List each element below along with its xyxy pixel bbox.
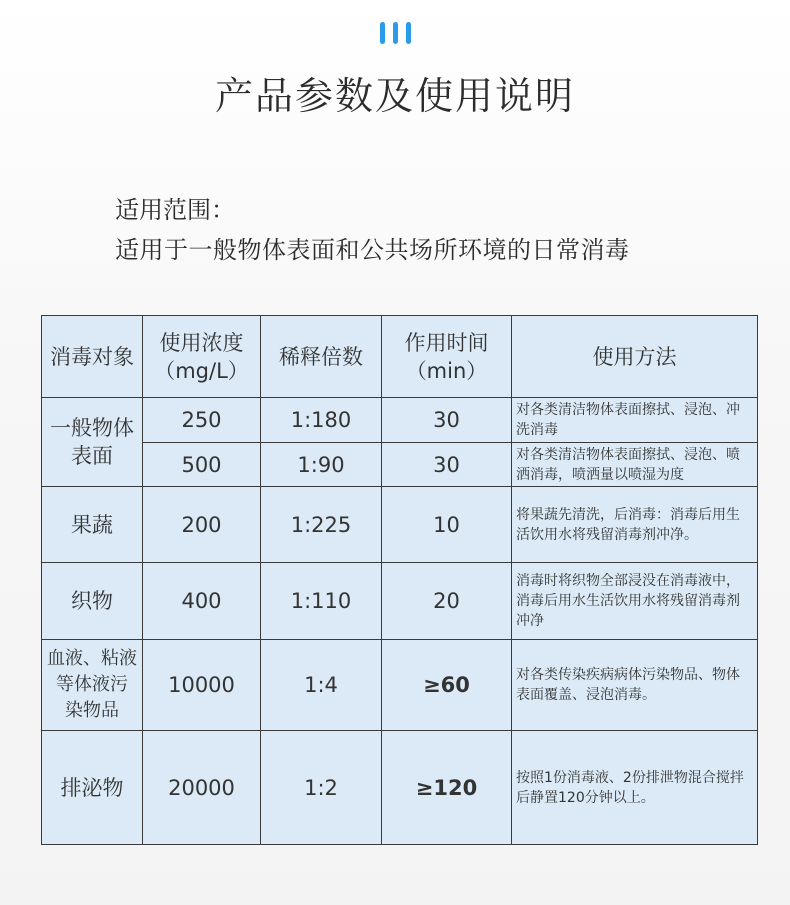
method-cell: 按照1份消毒液、2份排泄物混合搅拌后静置120分钟以上。 <box>512 731 758 845</box>
concentration-cell: 500 <box>143 443 261 487</box>
method-cell: 将果蔬先清洗，后消毒：消毒后用生活饮用水将残留消毒剂冲净。 <box>512 487 758 563</box>
concentration-cell: 20000 <box>143 731 261 845</box>
decorative-bar <box>380 22 385 44</box>
decorative-bars <box>0 22 790 44</box>
time-cell: 20 <box>382 563 512 640</box>
scope-text: 适用于一般物体表面和公共场所环境的日常消毒 <box>115 236 630 264</box>
dilution-cell: 1:110 <box>261 563 382 640</box>
header-dilution: 稀释倍数 <box>261 316 382 398</box>
header-object: 消毒对象 <box>42 316 143 398</box>
object-line: 一般物体 <box>50 416 134 440</box>
concentration-cell: 10000 <box>143 640 261 731</box>
object-cell: 织物 <box>42 563 143 640</box>
decorative-bar <box>406 22 411 44</box>
object-cell <box>42 640 143 731</box>
object-line: 染物品 <box>65 700 119 721</box>
scope-label: 适用范围： <box>115 196 235 224</box>
concentration-cell: 250 <box>143 398 261 443</box>
object-cell-general <box>42 398 143 487</box>
concentration-cell: 400 <box>143 563 261 640</box>
dilution-cell: 1:180 <box>261 398 382 443</box>
table-row <box>42 443 758 487</box>
header-time-line2: （min） <box>405 358 488 383</box>
header-time-line1: 作用时间 <box>404 330 489 355</box>
time-cell: 10 <box>382 487 512 563</box>
table-row <box>42 563 758 640</box>
dilution-cell: 1:2 <box>261 731 382 845</box>
dilution-cell: 1:90 <box>261 443 382 487</box>
method-cell: 对各类传染疾病病体污染物品、物体表面覆盖、浸泡消毒。 <box>512 640 758 731</box>
method-cell: 消毒时将织物全部浸没在消毒液中，消毒后用水生活饮用水将残留消毒剂冲净 <box>512 563 758 640</box>
table-row <box>42 640 758 731</box>
table-row <box>42 731 758 845</box>
time-cell: 30 <box>382 398 512 443</box>
object-line: 等体液污 <box>56 674 128 695</box>
dilution-cell: 1:4 <box>261 640 382 731</box>
header-concentration-line2: （mg/L） <box>154 358 249 383</box>
object-line: 表面 <box>71 444 113 468</box>
object-line: 血液、粘液 <box>47 648 137 669</box>
header-concentration <box>143 316 261 398</box>
table-header-row <box>42 316 758 398</box>
page-title: 产品参数及使用说明 <box>214 74 575 118</box>
dilution-cell: 1:225 <box>261 487 382 563</box>
parameter-table <box>41 315 758 845</box>
concentration-cell: 200 <box>143 487 261 563</box>
header-concentration-line1: 使用浓度 <box>159 330 244 355</box>
time-cell: ≥60 <box>382 640 512 731</box>
object-cell: 果蔬 <box>42 487 143 563</box>
table-row <box>42 487 758 563</box>
header-method: 使用方法 <box>512 316 758 398</box>
method-cell: 对各类清洁物体表面擦拭、浸泡、喷洒消毒，喷洒量以喷湿为度 <box>512 443 758 487</box>
table-row <box>42 398 758 443</box>
time-cell: ≥120 <box>382 731 512 845</box>
decorative-bar <box>393 22 398 44</box>
header-time <box>382 316 512 398</box>
method-cell: 对各类清洁物体表面擦拭、浸泡、冲洗消毒 <box>512 398 758 443</box>
time-cell: 30 <box>382 443 512 487</box>
object-cell: 排泌物 <box>42 731 143 845</box>
